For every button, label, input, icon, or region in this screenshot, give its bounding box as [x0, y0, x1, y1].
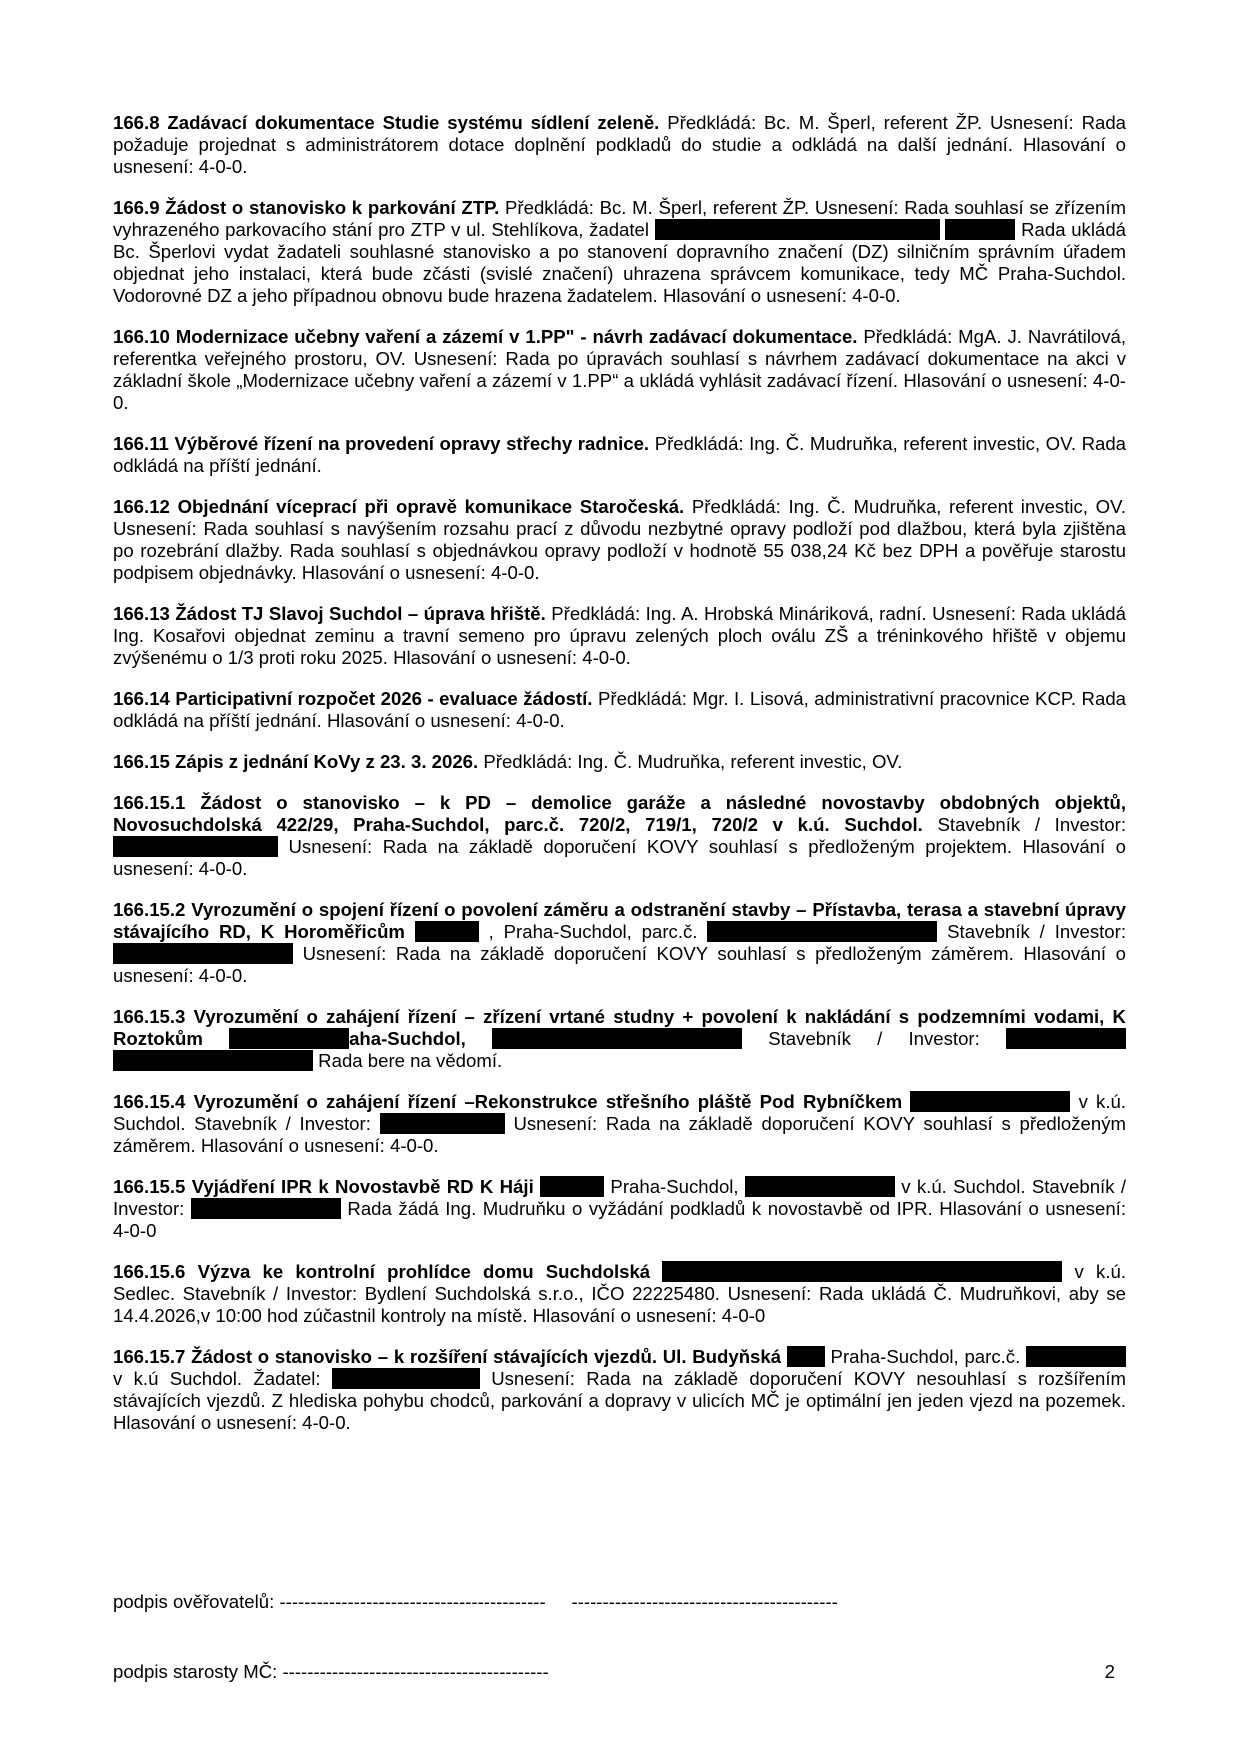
redaction-block	[1006, 1028, 1126, 1049]
item-number: 166.15.5	[113, 1176, 186, 1197]
redaction-block	[540, 1176, 604, 1197]
agenda-item-166-15-4	[113, 1091, 1126, 1157]
item-title: Žádost o stanovisko – k PD – demolice garáže a následné novostavby obdobných objektů, Novosuchdolská 422/29, Praha-Suchdol, parc.č. 720/2, 719/1, 720/2 v k.ú. Suchdol.	[113, 792, 1126, 835]
item-body: v k.ú. Suchdol. Stavebník / Investor:	[113, 1176, 1127, 1219]
item-number: 166.15.3	[113, 1006, 186, 1027]
item-body: Usnesení: Rada na základě doporučení KOVY souhlasí s předloženým záměrem. Hlasování o usnesení: 4-0-0.	[113, 943, 1126, 986]
redaction-block	[229, 1028, 349, 1049]
item-body: Předkládá: Mgr. I. Lisová, administrativní pracovnice KCP. Rada odkládá na příští jednání. Hlasování o usnesení: 4-0-0.	[113, 688, 1126, 731]
minutes-content	[113, 112, 1126, 1453]
agenda-item-166-11	[113, 433, 1126, 477]
redaction-block	[332, 1368, 480, 1389]
item-body: Předkládá: Ing. Č. Mudruňka, referent investic, OV. Rada odkládá na příští jednání.	[113, 433, 1127, 476]
redaction-block	[191, 1198, 341, 1219]
agenda-item-166-13	[113, 603, 1126, 669]
item-number: 166.14	[113, 688, 170, 709]
item-body: Praha-Suchdol, parc.č.	[830, 1346, 1021, 1367]
item-body: Předkládá: Ing. Č. Mudruňka, referent investic, OV.	[483, 751, 903, 772]
redaction-block	[745, 1176, 895, 1197]
item-number: 166.15.2	[113, 899, 186, 920]
item-body: , Praha-Suchdol, parc.č.	[488, 921, 698, 942]
agenda-item-166-10	[113, 326, 1126, 414]
redaction-block	[910, 1091, 1070, 1112]
item-body: Předkládá: Ing. Č. Mudruňka, referent investic, OV. Usnesení: Rada souhlasí s navýšením rozsahu prací z důvodu nezbytné opravy podloží pod dlažbou, která byla zjištěna po rozebrání dlažby. Rada souhlasí s objednávkou opravy podloží v hodnotě 55 038,24 Kč bez DPH a pověřuje starostu podpisem objednávky. Hlasování o usnesení: 4-0-0.	[113, 496, 1126, 583]
item-body: Předkládá: Bc. M. Šperl, referent ŽP. Usnesení: Rada souhlasí se zřízením vyhrazeného parkovacího stání pro ZTP v ul. Stehlíkova, žadatel	[113, 197, 1127, 240]
agenda-item-166-15-2	[113, 899, 1126, 987]
item-body: Stavebník / Investor:	[937, 814, 1126, 835]
redaction-block	[662, 1261, 1062, 1282]
item-body: Stavebník / Investor:	[768, 1028, 980, 1049]
agenda-item-166-15-5	[113, 1176, 1126, 1242]
item-body: Stavebník / Investor:	[947, 921, 1126, 942]
item-number: 166.10	[113, 326, 170, 347]
mayor-signature-line	[113, 1661, 549, 1683]
verifiers-signature-line	[113, 1591, 838, 1613]
redaction-block	[380, 1113, 505, 1134]
item-number: 166.15.1	[113, 792, 186, 813]
agenda-item-166-15	[113, 751, 1126, 773]
item-number: 166.15.6	[113, 1261, 186, 1282]
item-number: 166.15	[113, 751, 170, 772]
item-body: Rada bere na vědomí.	[318, 1050, 503, 1071]
item-title: Zadávací dokumentace Studie systému sídlení zeleně.	[167, 112, 660, 133]
redaction-block	[787, 1346, 825, 1367]
agenda-item-166-15-7	[113, 1346, 1126, 1434]
item-title: Žádost o stanovisko k parkování ZTP.	[165, 197, 500, 218]
redaction-block	[707, 921, 937, 942]
item-number: 166.11	[113, 433, 169, 454]
item-body: Předkládá: MgA. J. Navrátilová, referentka veřejného prostoru, OV. Usnesení: Rada po úpravách souhlasí s návrhem zadávací dokumentace na akci v základní škole „Modernizace učebny vaření a zázemí v 1.PP“ a ukládá vyhlásit zadávací řízení. Hlasování o usnesení: 4-0-0.	[113, 326, 1127, 413]
item-body: Předkládá: Bc. M. Šperl, referent ŽP. Usnesení: Rada požaduje projednat s administrátorem dotace doplnění podkladů do studie a odkládá na další jednání. Hlasování o usnesení: 4-0-0.	[113, 112, 1127, 177]
redaction-block	[415, 921, 479, 942]
item-body: Usnesení: Rada na základě doporučení KOVY souhlasí s předloženým záměrem. Hlasování o usnesení: 4-0-0.	[113, 1113, 1126, 1156]
item-number: 166.15.7	[113, 1346, 186, 1367]
agenda-item-166-15-3	[113, 1006, 1126, 1072]
item-title: Výběrové řízení na provedení opravy střechy radnice.	[174, 433, 650, 454]
item-body: v k.ú Suchdol. Žadatel:	[113, 1368, 321, 1389]
verifiers-label: podpis ověřovatelů:	[113, 1591, 275, 1612]
item-title: Vyjádření IPR k Novostavbě RD K Háji	[191, 1176, 534, 1197]
agenda-item-166-15-1	[113, 792, 1126, 880]
mayor-dashes: -------------------------------------------	[282, 1661, 549, 1682]
item-number: 166.13	[113, 603, 170, 624]
item-body: Rada žádá Ing. Mudruňku o vyžádání podkladů k novostavbě od IPR. Hlasování o usnesení: 4-0-0	[113, 1198, 1126, 1241]
item-title: Participativní rozpočet 2026 - evaluace žádostí.	[175, 688, 593, 709]
redaction-block	[655, 219, 940, 240]
item-title: Výzva ke kontrolní prohlídce domu Suchdolská	[197, 1261, 651, 1282]
item-number: 166.15.4	[113, 1091, 186, 1112]
item-title: Žádost o stanovisko – k rozšíření stávajících vjezdů. Ul. Budyňská	[191, 1346, 782, 1367]
item-body: Usnesení: Rada na základě doporučení KOVY nesouhlasí s rozšířením stávajících vjezdů. Z hlediska pohybu chodců, parkování a dopravy v ulicích MČ je optimální jen jeden vjezd na pozemek. Hlasování o usnesení: 4-0-0.	[113, 1368, 1126, 1433]
verifiers-dashes: ------------------------------------------- -------------------------------------------	[279, 1591, 838, 1612]
item-body: Rada ukládá Bc. Šperlovi vydat žadateli souhlasné stanovisko a po stanovení dopravního značení (DZ) silničním správním úřadem objednat jeho instalaci, která bude zčásti (svislé značení) uhrazena správcem komunikace, tedy MČ Praha-Suchdol. Vodorovné DZ a jeho případnou obnovu bude hrazena žadatelem. Hlasování o usnesení: 4-0-0.	[113, 219, 1127, 306]
item-body: Praha-Suchdol,	[610, 1176, 739, 1197]
agenda-item-166-14	[113, 688, 1126, 732]
redaction-block	[1026, 1346, 1126, 1367]
item-title: Žádost TJ Slavoj Suchdol – úprava hřiště.	[175, 603, 546, 624]
item-title: Modernizace učebny vaření a zázemí v 1.PP" - návrh zadávací dokumentace.	[175, 326, 858, 347]
redaction-block	[945, 219, 1015, 240]
item-number: 166.12	[113, 496, 170, 517]
agenda-item-166-15-6	[113, 1261, 1126, 1327]
redaction-block	[492, 1028, 742, 1049]
item-number: 166.9	[113, 197, 160, 218]
agenda-item-166-12	[113, 496, 1126, 584]
item-title: Vyrozumění o spojení řízení o povolení záměru a odstranění stavby – Přístavba, terasa a stavební úpravy stávajícího RD, K Horoměřicům	[113, 899, 1126, 942]
item-title: Vyrozumění o zahájení řízení –Rekonstrukce střešního pláště Pod Rybníčkem	[193, 1091, 903, 1112]
item-body: v k.ú. Suchdol. Stavebník / Investor:	[113, 1091, 1127, 1134]
redaction-block	[113, 943, 293, 964]
item-title: aha-Suchdol,	[349, 1028, 466, 1049]
redaction-block	[113, 836, 278, 857]
mayor-label: podpis starosty MČ:	[113, 1661, 278, 1682]
item-title: Zápis z jednání KoVy z 23. 3. 2026.	[175, 751, 479, 772]
item-number: 166.8	[113, 112, 160, 133]
redaction-block	[113, 1050, 313, 1071]
item-body: Usnesení: Rada na základě doporučení KOVY souhlasí s předloženým projektem. Hlasování o usnesení: 4-0-0.	[113, 836, 1127, 879]
item-body: Předkládá: Ing. A. Hrobská Mináriková, radní. Usnesení: Rada ukládá Ing. Kosařovi objednat zeminu a travní semeno pro úpravu zelených ploch oválu ZŠ a tréninkového hřiště v objemu zvýšenému o 1/3 proti roku 2025. Hlasování o usnesení: 4-0-0.	[113, 603, 1126, 668]
page-number: 2	[1104, 1661, 1115, 1682]
agenda-item-166-8	[113, 112, 1126, 178]
agenda-item-166-9	[113, 197, 1126, 307]
item-body: v k.ú. Sedlec. Stavebník / Investor: Bydlení Suchdolská s.r.o., IČO 22225480. Usnesení: Rada ukládá Č. Mudruňkovi, aby se 14.4.2026,v 10:00 hod zúčastnil kontroly na místě. Hlasování o usnesení: 4-0-0	[113, 1261, 1127, 1326]
item-title: Vyrozumění o zahájení řízení – zřízení vrtané studny + povolení k nakládání s podzemními vodami, K Roztokům	[113, 1006, 1126, 1049]
item-title: Objednání víceprací při opravě komunikace Staročeská.	[177, 496, 685, 517]
